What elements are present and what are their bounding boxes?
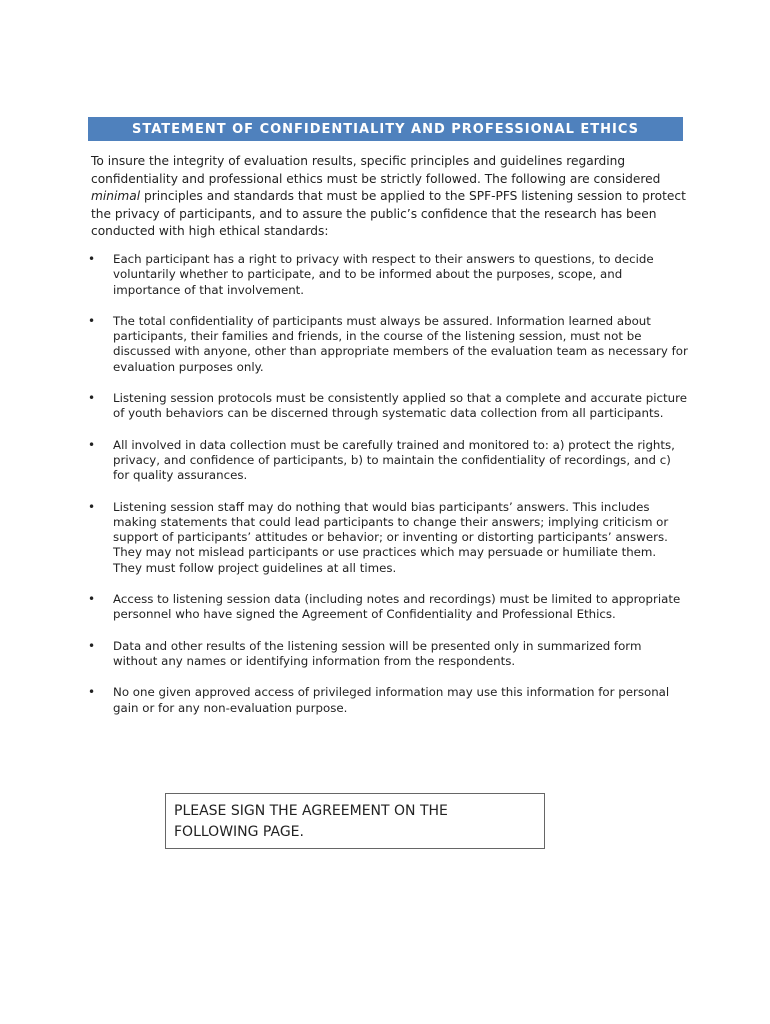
bullet-icon: •: [88, 592, 96, 607]
bullet-icon: •: [88, 685, 96, 700]
principles-list: [88, 252, 688, 732]
list-item-text: Access to listening session data (including notes and recordings) must be limited to appropriate personnel who have signed the Agreement of Confidentiality and Professional Ethics.: [113, 592, 681, 622]
list-item: [88, 438, 688, 484]
list-item: [88, 314, 688, 375]
bullet-icon: •: [88, 499, 96, 514]
bullet-icon: •: [88, 437, 96, 452]
list-item: [88, 391, 688, 422]
sign-agreement-notice: [165, 793, 545, 849]
bullet-icon: •: [88, 391, 96, 406]
list-item: [88, 500, 688, 576]
list-item: [88, 685, 688, 716]
bullet-icon: •: [88, 638, 96, 653]
list-item: [88, 252, 688, 298]
list-item-text: Each participant has a right to privacy with respect to their answers to questions, to decide voluntarily whether to participate, and to be informed about the purposes, scope, and importance of that involvement.: [113, 252, 654, 297]
notice-text: PLEASE SIGN THE AGREEMENT ON THE FOLLOWING PAGE.: [174, 803, 448, 840]
intro-emphasis: minimal: [91, 189, 141, 203]
bullet-icon: •: [88, 313, 96, 328]
list-item-text: Listening session staff may do nothing that would bias participants’ answers. This includes making statements that could lead participants to change their answers; implying criticism or support of participants’ attitudes or behavior; or inventing or distorting participants’ answers. They may not mislead participants or use practices which may persuade or humiliate them. They must follow project guidelines at all times.: [113, 499, 669, 575]
list-item-text: All involved in data collection must be carefully trained and monitored to: a) protect the rights, privacy, and confidence of participants, b) to maintain the confidentiality of recordings, and c) for quality assurances.: [113, 437, 675, 483]
intro-text-end: principles and standards that must be applied to the SPF-PFS listening session to protect the privacy of participants, and to assure the public’s confidence that the research has been conducted with high ethical standards:: [91, 189, 686, 238]
list-item-text: Data and other results of the listening session will be presented only in summarized form without any names or identifying information from the respondents.: [113, 638, 642, 668]
list-item-text: The total confidentiality of participants must always be assured. Information learned about participants, their families and friends, in the course of the listening session, must not be discussed with anyone, other than appropriate members of the evaluation team as necessary for evaluation purposes only.: [113, 313, 688, 374]
bullet-icon: •: [88, 252, 96, 266]
section-heading: STATEMENT OF CONFIDENTIALITY AND PROFESSIONAL ETHICS: [132, 121, 639, 137]
list-item: [88, 592, 688, 623]
list-item-text: Listening session protocols must be consistently applied so that a complete and accurate picture of youth behaviors can be discerned through systematic data collection from all participants.: [113, 391, 687, 421]
list-item-text: No one given approved access of privileged information may use this information for personal gain or for any non-evaluation purpose.: [113, 685, 670, 715]
intro-text-start: To insure the integrity of evaluation results, specific principles and guidelines regarding confidentiality and professional ethics must be strictly followed. The following are considered: [91, 154, 661, 186]
section-heading-band: [88, 117, 683, 141]
list-item: [88, 639, 688, 670]
intro-paragraph: [91, 153, 686, 241]
